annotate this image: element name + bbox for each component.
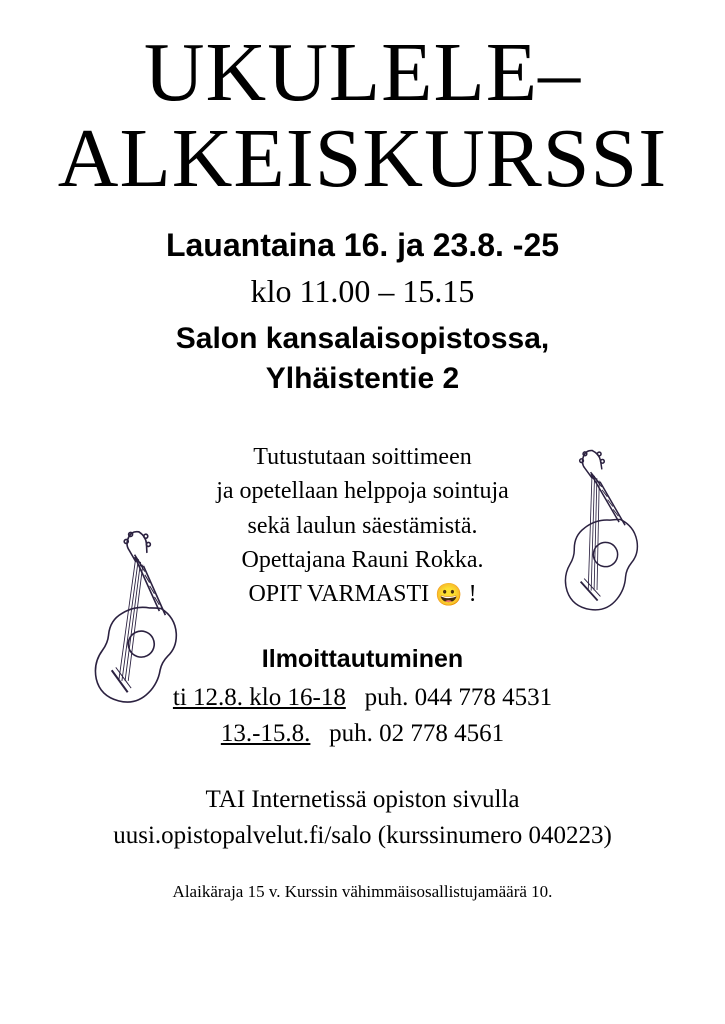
online-registration-block [0,782,725,855]
venue-line-2: Ylhäistentie 2 [265,362,460,396]
opit-varmasti-text: OPIT VARMASTI [248,580,430,607]
venue-line-1: Salon kansalaisopistossa, [175,322,550,356]
page-title [0,26,725,205]
registration-row-2-window: 13.-15.8. [220,719,311,747]
title-line-2: ALKEISKURSSI [57,111,668,205]
description-line-5 [0,577,725,611]
registration-row-2-phone: puh. 02 778 4561 [329,719,505,747]
description-block [0,440,725,610]
course-time: klo 11.00 – 15.15 [250,273,475,310]
registration-row-1-window: ti 12.8. klo 16-18 [172,683,346,711]
online-registration-line-1: TAI Internetissä opiston sivulla [205,785,520,813]
exclamation-mark: ! [468,580,477,607]
description-line-2: ja opetellaan helppoja sointuja [216,478,509,505]
smiling-face-icon: 😀 [435,581,463,607]
registration-heading: Ilmoittautuminen [261,644,464,673]
course-date: Lauantaina 16. ja 23.8. -25 [165,227,560,264]
description-line-1: Tutustutaan soittimeen [253,444,472,471]
registration-row-1-phone: puh. 044 778 4531 [364,683,553,711]
description-line-4: Opettajana Rauni Rokka. [241,546,484,573]
online-registration-url[interactable]: uusi.opistopalvelut.fi/salo (kurssinumero 040223) [113,821,612,849]
schedule-block [0,227,725,396]
title-line-1: UKULELE– [143,26,582,119]
footnote: Alaikäraja 15 v. Kurssin vähimmäisosallistujamäärä 10. [172,882,553,902]
description-line-3: sekä laulun säestämistä. [247,512,478,539]
